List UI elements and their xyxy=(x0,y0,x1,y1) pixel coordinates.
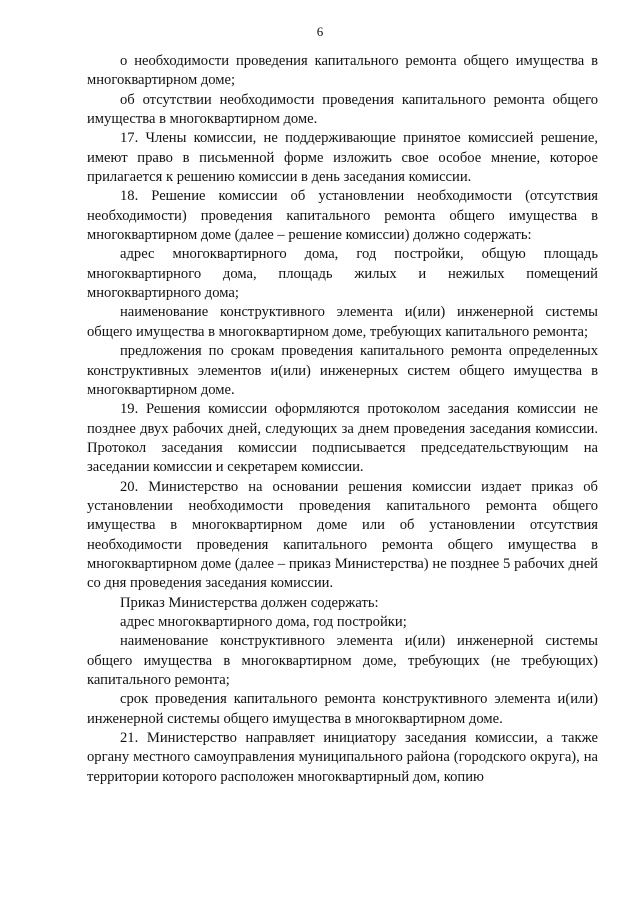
paragraph-20: 20. Министерство на основании решения комиссии издает приказ об установлении необходимости проведения капитального ремонта общего имущества в многоквартирном доме или об установлении отсутствия необходимости проведения капитального ремонта общего имущества в многоквартирном доме (далее – приказ Министерства) не позднее 5 рабочих дней со дня проведения заседания комиссии. xyxy=(87,478,598,592)
paragraph-order-term: срок проведения капитального ремонта конструктивного элемента и(или) инженерной системы общего имущества в многоквартирном доме. xyxy=(87,691,598,727)
document-body xyxy=(87,52,598,787)
page-number: 6 xyxy=(316,24,324,39)
paragraph-18-element-name: наименование конструктивного элемента и(или) инженерной системы общего имущества в многоквартирном доме, требующих капитального ремонта; xyxy=(87,304,598,340)
paragraph-no-need-repair: об отсутствии необходимости проведения капитального ремонта общего имущества в многоквартирном доме. xyxy=(87,91,598,128)
paragraph-19: 19. Решения комиссии оформляются протоколом заседания комиссии не позднее двух рабочих дней, следующих за днем проведения заседания комиссии. Протокол заседания комиссии подписывается председательствующим на заседании комиссии и секретарем комиссии. xyxy=(87,401,598,476)
paragraph-18: 18. Решение комиссии об установлении необходимости (отсутствия необходимости) проведения капитального ремонта общего имущества в многоквартирном доме (далее – решение комиссии) должно содержать: xyxy=(87,188,598,244)
paragraph-order-contents: Приказ Министерства должен содержать: xyxy=(120,594,379,611)
paragraph-18-address: адрес многоквартирного дома, год постройки, общую площадь многоквартирного дома, площадь жилых и нежилых помещений многоквартирного дома; xyxy=(87,246,598,302)
paragraph-order-element-name: наименование конструктивного элемента и(или) инженерной системы общего имущества в многоквартирном доме, требующих (не требующих) капитального ремонта; xyxy=(87,633,598,688)
paragraph-order-address: адрес многоквартирного дома, год постройки; xyxy=(120,613,407,630)
paragraph-21: 21. Министерство направляет инициатору заседания комиссии, а также органу местного самоуправления муниципального района (городского округа), на территории которого расположен многоквартирный дом, копию xyxy=(87,730,598,785)
paragraph-18-proposals: предложения по срокам проведения капитального ремонта определенных конструктивных элементов и(или) инженерных систем общего имущества в многоквартирном доме. xyxy=(87,343,598,398)
paragraph-17: 17. Члены комиссии, не поддерживающие принятое комиссией решение, имеют право в письменной форме изложить свое особое мнение, которое прилагается к решению комиссии в день заседания комиссии. xyxy=(87,130,598,186)
paragraph-need-repair: о необходимости проведения капитального ремонта общего имущества в многоквартирном доме; xyxy=(87,53,598,89)
